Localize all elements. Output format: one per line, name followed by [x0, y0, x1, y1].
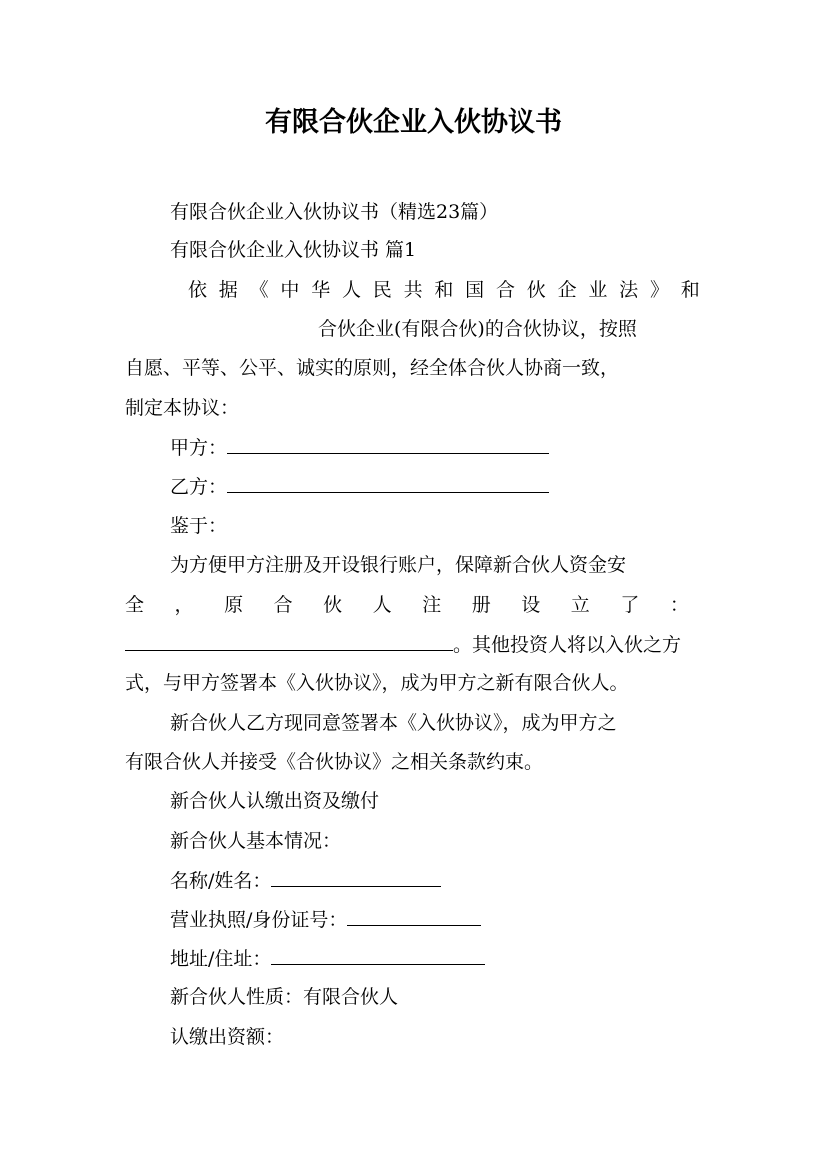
- law-line-char: 人: [341, 279, 361, 301]
- paragraph-2-line-2-char: 合: [273, 594, 293, 616]
- paragraph-2-line-4: 式，与甲方签署本《入伙协议》，成为甲方之新有限合伙人。: [125, 672, 629, 694]
- name-blank: [271, 868, 441, 887]
- law-line-char: 共: [403, 279, 423, 301]
- name-line: [170, 868, 441, 892]
- law-line-char: 企: [557, 279, 577, 301]
- address-label: 地址/住址：: [170, 948, 272, 970]
- paragraph-1-line-2: 合伙企业(有限合伙)的合伙协议，按照: [318, 318, 637, 340]
- law-line-char: 《: [249, 279, 269, 301]
- party-b-blank: [227, 474, 549, 493]
- document-title: 有限合伙企业入伙协议书: [265, 107, 562, 138]
- basic-info-heading: 新合伙人基本情况：: [170, 830, 342, 852]
- law-line-char: 据: [218, 279, 238, 301]
- license-label: 营业执照/身份证号：: [170, 909, 348, 931]
- paragraph-3-line-1: 新合伙人乙方现同意签署本《入伙协议》，成为甲方之: [170, 712, 617, 734]
- partner-nature: 新合伙人性质：有限合伙人: [170, 986, 399, 1008]
- license-blank: [347, 907, 481, 926]
- party-b-line: [170, 474, 549, 498]
- paragraph-1-line-4: 制定本协议：: [125, 397, 240, 419]
- original-partner-blank: [125, 632, 453, 651]
- law-line-char: 法: [619, 279, 639, 301]
- paragraph-2-line-2: [125, 593, 689, 617]
- license-line: [170, 907, 481, 931]
- name-label: 名称/姓名：: [170, 870, 272, 892]
- paragraph-2-line-2-char: ，: [174, 594, 194, 616]
- law-line-char: 依: [188, 279, 208, 301]
- law-reference-line: [188, 278, 700, 302]
- law-line-char: 和: [680, 279, 700, 301]
- paragraph-2-line-3: [125, 632, 681, 656]
- paragraph-2-line-2-char: 立: [570, 594, 590, 616]
- paragraph-2-line-2-char: 伙: [323, 594, 343, 616]
- law-line-char: 伙: [526, 279, 546, 301]
- contribution-heading: 新合伙人认缴出资及缴付: [170, 790, 380, 812]
- paragraph-2-line-1: 为方便甲方注册及开设银行账户，保障新合伙人资金安: [170, 554, 627, 576]
- paragraph-2-line-2-char: 原: [224, 594, 244, 616]
- paragraph-3-line-2: 有限合伙人并接受《合伙协议》之相关条款约束。: [125, 751, 544, 773]
- subtitle: 有限合伙企业入伙协议书（精选23篇）: [170, 201, 499, 223]
- paragraph-1-line-3: 自愿、平等、公平、诚实的原则，经全体合伙人协商一致，: [125, 357, 620, 379]
- paragraph-2-line-2-char: 册: [471, 594, 491, 616]
- section-heading: 有限合伙企业入伙协议书 篇1: [170, 239, 417, 261]
- address-line: [170, 946, 485, 970]
- law-line-char: 业: [588, 279, 608, 301]
- law-line-char: 民: [372, 279, 392, 301]
- paragraph-2-line-2-char: 了: [620, 594, 640, 616]
- paragraph-2-line-2-char: 注: [422, 594, 442, 616]
- party-b-label: 乙方：: [170, 476, 228, 498]
- law-line-char: 国: [465, 279, 485, 301]
- party-a-line: [170, 435, 549, 459]
- paragraph-2-line-2-char: 设: [521, 594, 541, 616]
- paragraph-2-line-2-char: ：: [669, 594, 689, 616]
- law-line-char: 和: [434, 279, 454, 301]
- law-line-char: 》: [649, 279, 669, 301]
- paragraph-2-line-2-char: 全: [125, 594, 145, 616]
- law-line-char: 合: [495, 279, 515, 301]
- whereas-label: 鉴于：: [170, 515, 228, 537]
- law-line-char: 华: [311, 279, 331, 301]
- subscribed-amount-label: 认缴出资额：: [170, 1026, 285, 1048]
- address-blank: [271, 946, 485, 965]
- law-line-char: 中: [280, 279, 300, 301]
- party-a-label: 甲方：: [170, 437, 228, 459]
- paragraph-2-line-3-text: 。其他投资人将以入伙之方: [453, 634, 682, 656]
- party-a-blank: [227, 435, 549, 454]
- paragraph-2-line-2-char: 人: [372, 594, 392, 616]
